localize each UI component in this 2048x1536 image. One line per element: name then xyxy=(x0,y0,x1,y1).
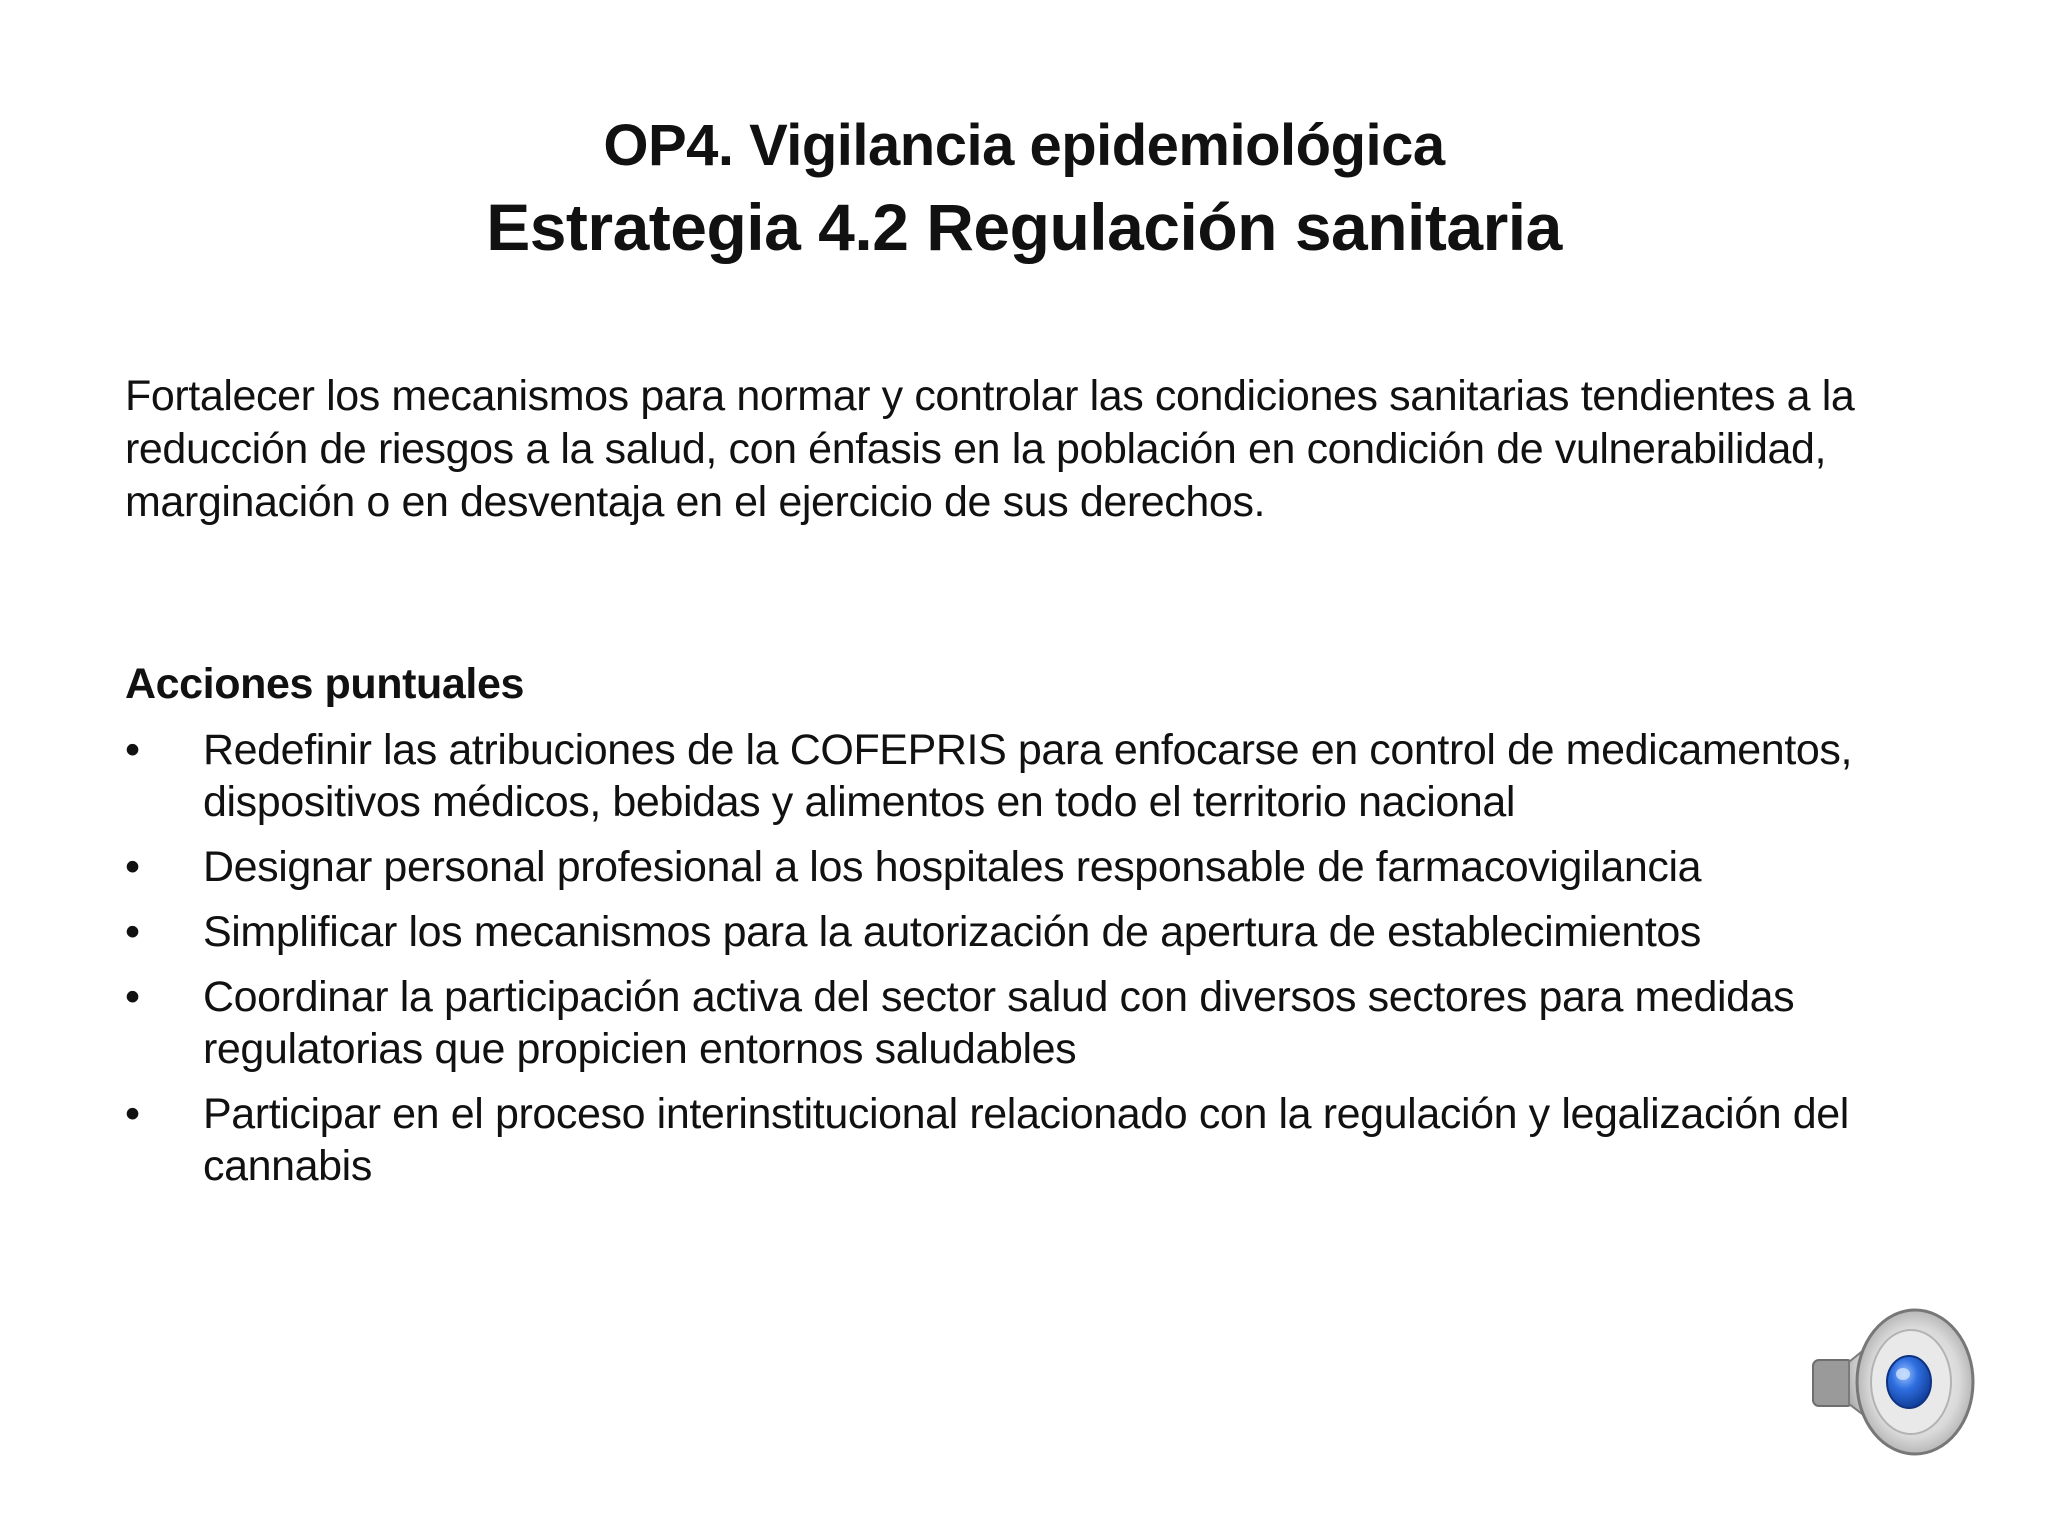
actions-heading: Acciones puntuales xyxy=(125,660,525,708)
list-item xyxy=(125,1088,1955,1192)
list-item-text: Simplificar los mecanismos para la autorización de apertura de establecimientos xyxy=(203,908,1702,956)
slide-title-block xyxy=(0,108,2048,270)
list-item xyxy=(125,841,1955,893)
list-item-text: Coordinar la participación activa del sector salud con diversos sectores para medidas regulatorias que propicien entornos saludables xyxy=(203,973,1795,1073)
bullet: • xyxy=(125,843,140,891)
list-item xyxy=(125,971,1955,1075)
list-item-text: Designar personal profesional a los hospitales responsable de farmacovigilancia xyxy=(203,843,1702,891)
bullet: • xyxy=(125,1090,140,1138)
slide-title: OP4. Vigilancia epidemiológica xyxy=(603,113,1445,178)
list-item xyxy=(125,724,1955,828)
slide-subtitle: Estrategia 4.2 Regulación sanitaria xyxy=(486,190,1562,264)
bullet: • xyxy=(125,908,140,956)
intro-paragraph: Fortalecer los mecanismos para normar y controlar las condiciones sanitarias tendientes a la reducción de riesgos a la salud, con énfasis en la población en condición de vulnerabilidad, marginación o en desventaja en el ejercicio de sus derechos. xyxy=(125,372,1855,526)
bullet: • xyxy=(125,973,140,1021)
list-item-text: Participar en el proceso interinstitucional relacionado con la regulación y legalización del cannabis xyxy=(203,1090,1849,1190)
bullet: • xyxy=(125,726,140,774)
speaker-icon[interactable] xyxy=(1805,1292,1985,1472)
list-item-text: Redefinir las atribuciones de la COFEPRIS para enfocarse en control de medicamentos, dispositivos médicos, bebidas y alimentos en todo el territorio nacional xyxy=(203,726,1853,826)
actions-list xyxy=(125,724,1955,1205)
list-item xyxy=(125,906,1955,958)
